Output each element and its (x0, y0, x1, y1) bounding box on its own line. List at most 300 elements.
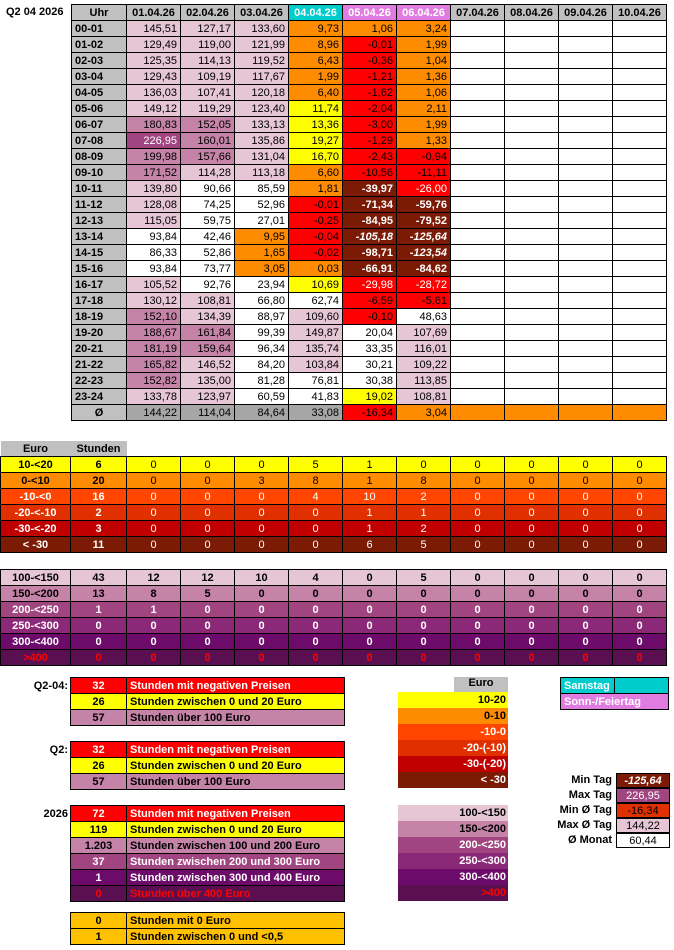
price-cell: 30,21 (343, 357, 397, 373)
col-header-date: 03.04.26 (235, 5, 289, 21)
summary-count: 0 (71, 913, 127, 929)
high-count-cell: 0 (559, 602, 613, 618)
high-count-cell: 0 (397, 650, 451, 666)
empty-cell (559, 213, 613, 229)
euro-count-cell: 0 (613, 489, 667, 505)
euro-count-cell: 0 (451, 457, 505, 473)
price-cell: -0,01 (343, 37, 397, 53)
empty-cell (559, 389, 613, 405)
empty-cell (613, 165, 667, 181)
high-count-cell: 0 (397, 618, 451, 634)
empty-cell (505, 85, 559, 101)
high-count-cell: 0 (559, 650, 613, 666)
legend-item: 250-<300 (398, 853, 508, 869)
summary-count: 0 (71, 886, 127, 902)
empty-cell (559, 117, 613, 133)
summary-count: 37 (71, 854, 127, 870)
empty-cell (451, 229, 505, 245)
empty-cell (451, 325, 505, 341)
empty-cell (613, 229, 667, 245)
euro-count-cell: 0 (451, 473, 505, 489)
price-cell: 19,02 (343, 389, 397, 405)
summary-count: 1.203 (71, 838, 127, 854)
price-cell: 105,52 (127, 277, 181, 293)
high-count-cell: 1 (127, 602, 181, 618)
high-range-label: >400 (1, 650, 71, 666)
euro-count-cell: 2 (71, 505, 127, 521)
price-cell: 160,01 (181, 133, 235, 149)
high-count-cell: 0 (181, 634, 235, 650)
high-count-cell: 0 (343, 602, 397, 618)
euro-range-label: -30-<-20 (1, 521, 71, 537)
empty-cell (505, 293, 559, 309)
price-cell: -10,56 (343, 165, 397, 181)
high-count-cell: 0 (613, 602, 667, 618)
empty-cell (559, 21, 613, 37)
price-cell: 0,03 (289, 261, 343, 277)
empty-cell (451, 405, 505, 421)
price-cell: -39,97 (343, 181, 397, 197)
price-cell: -0,04 (289, 229, 343, 245)
euro-count-cell: 0 (613, 521, 667, 537)
high-count-cell: 0 (343, 634, 397, 650)
empty-cell (613, 405, 667, 421)
price-cell: 27,01 (235, 213, 289, 229)
high-range-label: 250-<300 (1, 618, 71, 634)
high-count-cell: 0 (397, 586, 451, 602)
empty-cell (505, 389, 559, 405)
price-cell: 11,74 (289, 101, 343, 117)
price-cell: 93,84 (127, 229, 181, 245)
euro-count-cell: 0 (235, 489, 289, 505)
price-cell: 9,95 (235, 229, 289, 245)
price-cell: 181,19 (127, 341, 181, 357)
row-hour-label: 03-04 (72, 69, 127, 85)
price-cell: 120,18 (235, 85, 289, 101)
empty-cell (451, 21, 505, 37)
price-cell: 119,52 (235, 53, 289, 69)
high-count-cell: 10 (235, 570, 289, 586)
day-type-legend (560, 677, 669, 710)
price-cell: 1,06 (343, 21, 397, 37)
price-cell: -59,76 (397, 197, 451, 213)
euro-count-cell: 0 (289, 537, 343, 553)
empty-cell (505, 197, 559, 213)
row-hour-label: 13-14 (72, 229, 127, 245)
high-range-label: 300-<400 (1, 634, 71, 650)
price-cell: 92,76 (181, 277, 235, 293)
price-cell: 1,06 (397, 85, 451, 101)
row-hour-label: 17-18 (72, 293, 127, 309)
price-cell: -29,98 (343, 277, 397, 293)
high-range-label: 150-<200 (1, 586, 71, 602)
price-cell: 74,25 (181, 197, 235, 213)
summary-text: Stunden zwischen 0 und 20 Euro (127, 758, 345, 774)
summary-text: Stunden zwischen 0 und 20 Euro (127, 694, 345, 710)
euro-count-cell: 0 (289, 521, 343, 537)
empty-cell (613, 21, 667, 37)
high-count-cell: 0 (289, 650, 343, 666)
col-header-date: 01.04.26 (127, 5, 181, 21)
high-count-cell: 12 (181, 570, 235, 586)
price-cell: 159,64 (181, 341, 235, 357)
price-cell: 6,40 (289, 85, 343, 101)
empty-cell (613, 293, 667, 309)
empty-cell (451, 277, 505, 293)
empty-cell (451, 165, 505, 181)
high-count-cell: 0 (451, 618, 505, 634)
high-count-cell: 0 (289, 602, 343, 618)
legend-item: 200-<250 (398, 837, 508, 853)
stat-label: Max Tag (568, 789, 612, 801)
summary-q2-04 (70, 677, 345, 726)
empty-cell (451, 149, 505, 165)
price-cell: 135,74 (289, 341, 343, 357)
legend-header: Euro (454, 677, 508, 692)
empty-cell (451, 341, 505, 357)
empty-cell (559, 53, 613, 69)
empty-cell (559, 37, 613, 53)
legend-item: -10-0 (398, 724, 508, 740)
empty-cell (613, 277, 667, 293)
price-cell: 48,63 (397, 309, 451, 325)
row-hour-label: 07-08 (72, 133, 127, 149)
stat-value: -125,64 (616, 773, 670, 788)
stat-value: 226,95 (616, 788, 670, 803)
high-count-cell: 0 (343, 586, 397, 602)
empty-cell (613, 197, 667, 213)
high-count-cell: 0 (451, 602, 505, 618)
euro-count-cell: 6 (343, 537, 397, 553)
high-count-cell: 0 (235, 586, 289, 602)
price-cell: 86,33 (127, 245, 181, 261)
euro-header: Stunden (71, 441, 127, 457)
price-cell: 161,84 (181, 325, 235, 341)
col-header-date: 09.04.26 (559, 5, 613, 21)
price-cell: 88,97 (235, 309, 289, 325)
high-count-cell: 0 (613, 586, 667, 602)
summary-count: 57 (71, 710, 127, 726)
euro-count-cell: 5 (289, 457, 343, 473)
empty-cell (451, 373, 505, 389)
price-cell: 180,83 (127, 117, 181, 133)
price-cell: -84,95 (343, 213, 397, 229)
empty-cell (613, 357, 667, 373)
price-cell: 171,52 (127, 165, 181, 181)
price-cell: 52,96 (235, 197, 289, 213)
euro-count-cell: 0 (613, 473, 667, 489)
row-hour-label: 01-02 (72, 37, 127, 53)
euro-count-cell: 0 (127, 521, 181, 537)
empty-cell (505, 405, 559, 421)
price-cell: -6,59 (343, 293, 397, 309)
euro-range-label: 10-<20 (1, 457, 71, 473)
price-cell: -66,91 (343, 261, 397, 277)
empty-cell (505, 37, 559, 53)
euro-count-cell: 0 (505, 457, 559, 473)
price-cell: 84,20 (235, 357, 289, 373)
price-cell: 188,67 (127, 325, 181, 341)
price-cell: 3,05 (235, 261, 289, 277)
empty-cell (505, 133, 559, 149)
price-cell: 145,51 (127, 21, 181, 37)
euro-count-cell: 1 (343, 505, 397, 521)
price-cell: 108,81 (181, 293, 235, 309)
summary-text: Stunden zwischen 100 und 200 Euro (127, 838, 345, 854)
price-cell: 10,69 (289, 277, 343, 293)
high-range-label: 200-<250 (1, 602, 71, 618)
price-cell: -79,52 (397, 213, 451, 229)
empty-cell (613, 325, 667, 341)
price-cell: 149,12 (127, 101, 181, 117)
euro-count-cell: 0 (181, 457, 235, 473)
price-cell: 149,87 (289, 325, 343, 341)
summary-count: 119 (71, 822, 127, 838)
price-cell: 133,60 (235, 21, 289, 37)
euro-count-cell: 0 (235, 521, 289, 537)
summary-text: Stunden mit 0 Euro (127, 913, 345, 929)
high-count-cell: 0 (505, 618, 559, 634)
empty-cell (613, 85, 667, 101)
col-header-date: 04.04.26 (289, 5, 343, 21)
stat-value: 60,44 (616, 833, 670, 848)
price-cell: 6,60 (289, 165, 343, 181)
summary-q2-label: Q2: (49, 744, 68, 756)
euro-count-cell: 6 (71, 457, 127, 473)
empty-cell (505, 165, 559, 181)
stat-value: 144,22 (616, 818, 670, 833)
price-cell: 52,86 (181, 245, 235, 261)
stat-label: Max Ø Tag (557, 819, 612, 831)
price-cell: 119,00 (181, 37, 235, 53)
euro-count-table (0, 441, 667, 553)
empty-cell (505, 181, 559, 197)
col-header-date: 05.04.26 (343, 5, 397, 21)
high-count-cell: 8 (127, 586, 181, 602)
stats-block (540, 773, 670, 848)
euro-range-label: -20-<-10 (1, 505, 71, 521)
high-count-cell: 0 (127, 618, 181, 634)
summary-count: 32 (71, 742, 127, 758)
empty-cell (451, 53, 505, 69)
empty-cell (451, 117, 505, 133)
price-cell: -0,36 (343, 53, 397, 69)
high-count-cell: 0 (559, 586, 613, 602)
empty-cell (613, 309, 667, 325)
high-count-cell: 0 (235, 634, 289, 650)
summary-zero (70, 912, 345, 945)
col-header-time: Uhr (72, 5, 127, 21)
price-cell: 73,77 (181, 261, 235, 277)
summary-count: 26 (71, 694, 127, 710)
empty-cell (505, 341, 559, 357)
euro-count-cell: 0 (181, 505, 235, 521)
empty-cell (451, 261, 505, 277)
high-count-cell: 0 (505, 634, 559, 650)
summary-text: Stunden zwischen 0 und <0,5 (127, 929, 345, 945)
euro-range-label: 0-<10 (1, 473, 71, 489)
price-cell: 116,01 (397, 341, 451, 357)
summary-q2-04-label: Q2-04: (33, 680, 68, 692)
price-cell: 62,74 (289, 293, 343, 309)
euro-count-cell: 0 (559, 521, 613, 537)
price-cell: 96,34 (235, 341, 289, 357)
empty-cell (505, 277, 559, 293)
price-cell: 135,86 (235, 133, 289, 149)
euro-count-cell: 0 (559, 505, 613, 521)
price-cell: 114,28 (181, 165, 235, 181)
euro-count-cell: 0 (127, 505, 181, 521)
row-hour-label: 18-19 (72, 309, 127, 325)
legend-item: < -30 (398, 772, 508, 788)
empty-cell (613, 149, 667, 165)
high-count-cell: 0 (397, 634, 451, 650)
euro-count-cell: 11 (71, 537, 127, 553)
euro-count-cell: 0 (613, 505, 667, 521)
row-hour-label: 21-22 (72, 357, 127, 373)
summary-text: Stunden zwischen 300 und 400 Euro (127, 870, 345, 886)
price-cell: 133,13 (235, 117, 289, 133)
price-cell: 33,08 (289, 405, 343, 421)
price-cell: 128,08 (127, 197, 181, 213)
euro-count-cell: 0 (235, 457, 289, 473)
price-cell: 90,66 (181, 181, 235, 197)
empty-cell (451, 245, 505, 261)
col-header-date: 02.04.26 (181, 5, 235, 21)
empty-cell (505, 357, 559, 373)
empty-cell (559, 373, 613, 389)
price-cell: 109,22 (397, 357, 451, 373)
summary-text: Stunden mit negativen Preisen (127, 806, 345, 822)
row-hour-label: 10-11 (72, 181, 127, 197)
price-cell: -98,71 (343, 245, 397, 261)
price-cell: 23,94 (235, 277, 289, 293)
summary-text: Stunden über 100 Euro (127, 710, 345, 726)
euro-count-cell: 8 (289, 473, 343, 489)
price-cell: 114,04 (181, 405, 235, 421)
high-count-cell: 0 (505, 602, 559, 618)
euro-count-cell: 0 (505, 505, 559, 521)
empty-cell (451, 133, 505, 149)
summary-text: Stunden mit negativen Preisen (127, 678, 345, 694)
empty-cell (559, 245, 613, 261)
summary-text: Stunden mit negativen Preisen (127, 742, 345, 758)
stat-label: Min Tag (571, 774, 612, 786)
price-cell: -16,34 (343, 405, 397, 421)
row-hour-label: 15-16 (72, 261, 127, 277)
empty-cell (505, 101, 559, 117)
price-cell: 165,82 (127, 357, 181, 373)
empty-cell (559, 341, 613, 357)
empty-cell (559, 85, 613, 101)
price-cell: -28,72 (397, 277, 451, 293)
holiday-legend: Sonn-/Feiertag (561, 694, 669, 710)
legend-low-prices (398, 677, 508, 788)
price-cell: -0,10 (343, 309, 397, 325)
empty-cell (451, 213, 505, 229)
euro-count-cell: 5 (397, 537, 451, 553)
euro-count-cell: 1 (343, 473, 397, 489)
price-cell: -2,04 (343, 101, 397, 117)
euro-count-cell: 0 (127, 537, 181, 553)
high-count-cell: 12 (127, 570, 181, 586)
price-cell: -71,34 (343, 197, 397, 213)
price-cell: -0,02 (289, 245, 343, 261)
price-cell: -5,61 (397, 293, 451, 309)
high-count-cell: 0 (343, 650, 397, 666)
row-hour-label: 04-05 (72, 85, 127, 101)
price-cell: 60,59 (235, 389, 289, 405)
summary-count: 57 (71, 774, 127, 790)
price-cell: 127,17 (181, 21, 235, 37)
empty-cell (451, 69, 505, 85)
euro-count-cell: 1 (397, 505, 451, 521)
price-cell: -11,11 (397, 165, 451, 181)
price-cell: 1,99 (397, 117, 451, 133)
summary-text: Stunden zwischen 0 und 20 Euro (127, 822, 345, 838)
high-count-cell: 0 (235, 602, 289, 618)
legend-item: 0-10 (398, 708, 508, 724)
summary-count: 32 (71, 678, 127, 694)
empty-cell (559, 133, 613, 149)
high-count-cell: 0 (181, 602, 235, 618)
euro-count-cell: 0 (505, 489, 559, 505)
row-hour-label: 00-01 (72, 21, 127, 37)
empty-cell (613, 373, 667, 389)
high-count-cell: 0 (343, 570, 397, 586)
high-count-cell: 0 (559, 618, 613, 634)
price-cell: 3,24 (397, 21, 451, 37)
euro-header: Euro (1, 441, 71, 457)
stat-label: Min Ø Tag (559, 804, 612, 816)
price-cell: 152,82 (127, 373, 181, 389)
price-cell: 9,73 (289, 21, 343, 37)
price-table (71, 4, 667, 421)
price-cell: 84,64 (235, 405, 289, 421)
price-cell: 76,81 (289, 373, 343, 389)
price-cell: 20,04 (343, 325, 397, 341)
empty-cell (559, 293, 613, 309)
price-cell: 117,67 (235, 69, 289, 85)
sheet-title: Q2 04 2026 (6, 6, 64, 18)
high-count-cell: 0 (289, 586, 343, 602)
empty-cell (451, 389, 505, 405)
empty-cell (613, 69, 667, 85)
euro-count-cell: 3 (71, 521, 127, 537)
empty-cell (613, 117, 667, 133)
high-count-cell: 0 (613, 618, 667, 634)
empty-cell (451, 197, 505, 213)
empty-cell (559, 197, 613, 213)
price-cell: 6,43 (289, 53, 343, 69)
price-cell: 129,49 (127, 37, 181, 53)
row-hour-label: 08-09 (72, 149, 127, 165)
euro-range-label: < -30 (1, 537, 71, 553)
price-cell: 1,04 (397, 53, 451, 69)
euro-count-cell: 2 (397, 489, 451, 505)
euro-count-cell: 0 (127, 473, 181, 489)
high-count-cell: 13 (71, 586, 127, 602)
price-cell: 99,39 (235, 325, 289, 341)
empty-cell (613, 37, 667, 53)
euro-count-cell: 0 (181, 521, 235, 537)
price-cell: 1,36 (397, 69, 451, 85)
price-cell: -0,94 (397, 149, 451, 165)
row-hour-label: 02-03 (72, 53, 127, 69)
price-cell: 108,81 (397, 389, 451, 405)
col-header-date: 06.04.26 (397, 5, 451, 21)
legend-item: 10-20 (398, 692, 508, 708)
